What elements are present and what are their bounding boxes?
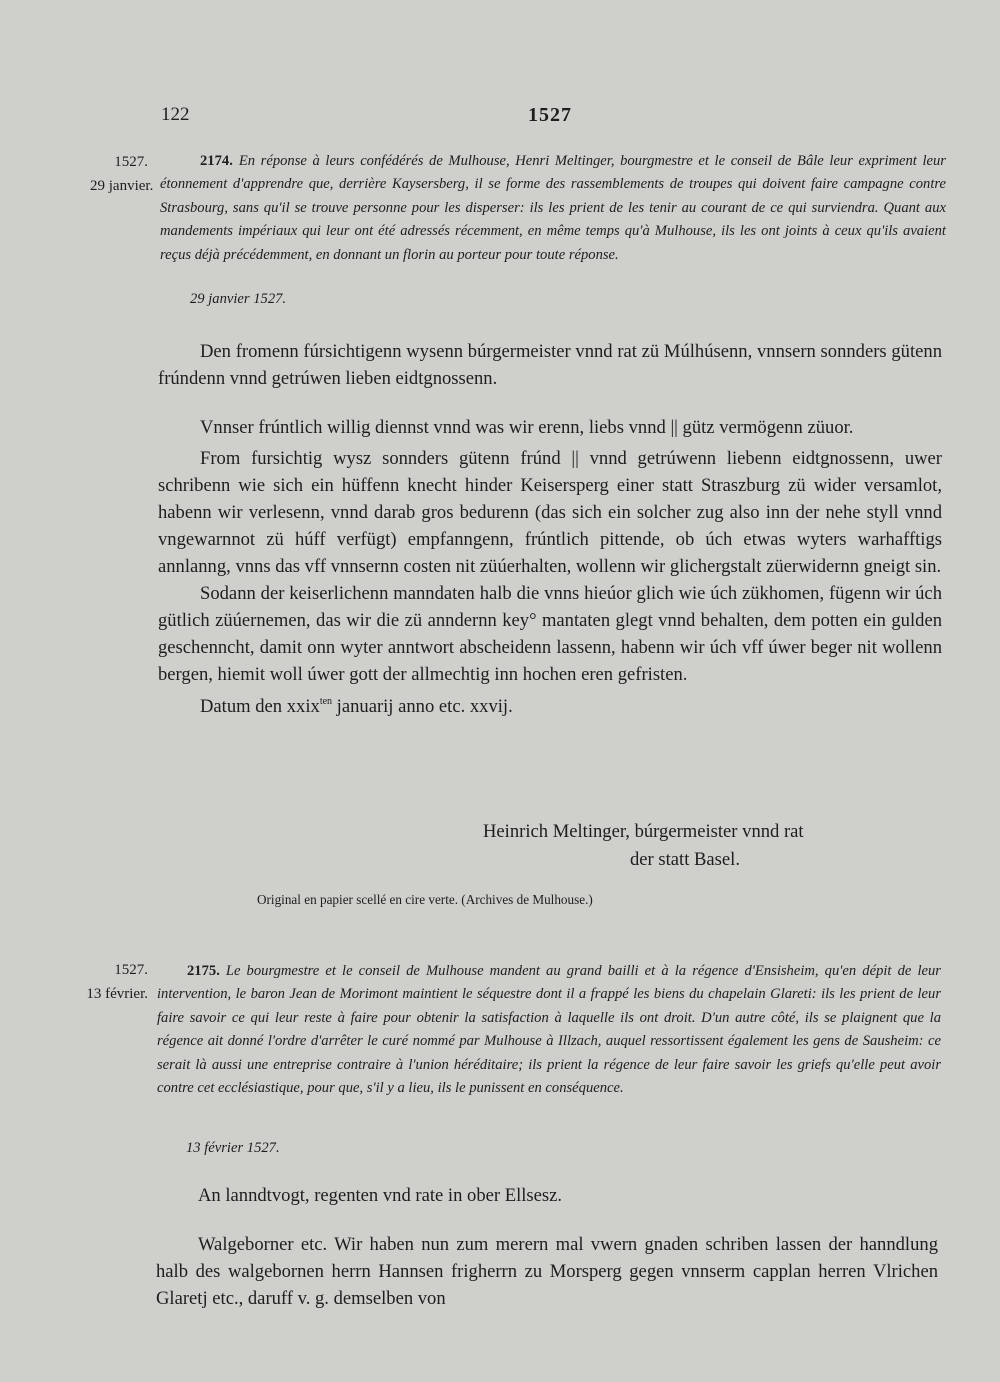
- margin-year: 1527.: [114, 962, 148, 978]
- letter-address: An lanndtvogt, regenten vnd rate in ober Ellsesz.: [198, 1185, 563, 1206]
- running-year: 1527: [528, 104, 572, 126]
- entry-summary-2175: [157, 960, 941, 1100]
- entry-date-2175: 13 février 1527.: [186, 1140, 280, 1156]
- letter-text-2175: [156, 1182, 938, 1312]
- entry-number: 2174.: [200, 153, 233, 169]
- letter-paragraph: Vnnser frúntlich willig diennst vnnd was wir erenn, liebs vnnd || gütz vermögenn züuor.: [200, 417, 854, 438]
- letter-paragraph: Walgeborner etc. Wir haben nun zum merern mal vwern gnaden schriben lassen der hanndlung halb des walgebornen herrn Hannsen frigherrn zu Morsperg gegen vnnserm capplan herren Vlrichen Glaretj etc., daruff v. g. demselben von: [156, 1234, 938, 1309]
- page-number: 122: [161, 104, 190, 125]
- summary-text: Le bourgmestre et le conseil de Mulhouse mandent au grand bailli et à la régence d'Ensisheim, qu'en dépit de leur intervention, le baron Jean de Morimont maintient le séquestre dont il a frappé les biens du chapelain Glareti: ils les prient de leur faire savoir ce qui leur reste à faire pour obtenir la satisfaction à laquelle ils ont droit. D'un autre côté, ils se plaignent que la régence ait donné l'ordre d'arrêter le curé nommé par Mulhouse à Illzach, auquel ressortissent également les gens de Sausheim: ce serait là aussi une entreprise contraire à l'union héréditaire; ils prient la régence de leur faire savoir les griefs qu'elle peut avoir contre cet ecclésiastique, pour que, s'il y a lieu, ils le punissent en conséquence.: [157, 963, 941, 1097]
- entry-number: 2175.: [187, 963, 220, 979]
- letter-paragraph: Sodann der keiserlichenn manndaten halb die vnns hieúor glich wie úch zükhomen, fügenn wir úch gütlich züúernemen, das wir die zü anndernn key° mantaten glegt vnnd behalten, dem potten ein gulden geschenncht, damit onn wyter anntwort abscheidenn lassenn, habenn wir úch vff úwer beger nit wollenn bergen, hiemit woll úwer gott der allmechtig inn hochen eren gefristen.: [158, 583, 942, 685]
- margin-day: 13 février.: [86, 986, 148, 1002]
- entry-date-2174: 29 janvier 1527.: [190, 291, 287, 307]
- letter-datum: Datum den xxix$^{ten}$ januarij anno etc. xxvij.: [200, 696, 513, 717]
- signature-line-2: der statt Basel.: [630, 849, 740, 870]
- margin-date-2175: [86, 958, 148, 1006]
- signature-line-1: Heinrich Meltinger, búrgermeister vnnd rat: [483, 821, 804, 842]
- letter-paragraph: From fursichtig wysz sonnders gütenn frúnd || vnnd getrúwenn liebenn eidtgnossenn, uwer schribenn wie sich ein hüffenn knecht hinder Keisersperg einer statt Straszburg zü wider versamlot, habenn wir verlesenn, vnnd darab gros bedurenn (das sich ein solcher zug also inn der nehe styll vnnd vngewarnnot zü húff verfügt) empfanngenn, frúntlich pittende, ob úch etwas wyters warhafftigs annlanng, vnns das vff vnnsernn costen nit züúerhalten, wollenn wir glichergstalt züerwidernn gneigt sin.: [158, 448, 942, 577]
- margin-year: 1527.: [114, 154, 148, 170]
- margin-day: 29 janvier.: [90, 178, 154, 194]
- source-note-2174: Original en papier scellé en cire verte. (Archives de Mulhouse.): [257, 892, 593, 907]
- letter-text-2174: [158, 338, 942, 720]
- summary-text: En réponse à leurs confédérés de Mulhouse, Henri Meltinger, bourgmestre et le conseil de Bâle leur expriment leur étonnement d'apprendre que, derrière Kaysersberg, il se forme des rassemblements de troupes qui doivent faire campagne contre Strasbourg, sans qu'il se trouve personne pour les disperser: ils les prient de les tenir au courant de ce qui surviendra. Quant aux mandements impériaux qui leur ont été adressés récemment, en même temps qu'à Mulhouse, ils les ont joints à ceux qu'ils avaient reçus déjà précédemment, en donnant un florin au porteur pour toute réponse.: [160, 153, 946, 263]
- entry-summary-2174: [160, 150, 946, 267]
- margin-date-2174: [90, 150, 154, 198]
- letter-address: Den fromenn fúrsichtigenn wysenn búrgermeister vnnd rat zü Múlhúsenn, vnnsern sonnders gütenn frúndenn vnnd getrúwen lieben eidtgnossenn.: [158, 341, 942, 389]
